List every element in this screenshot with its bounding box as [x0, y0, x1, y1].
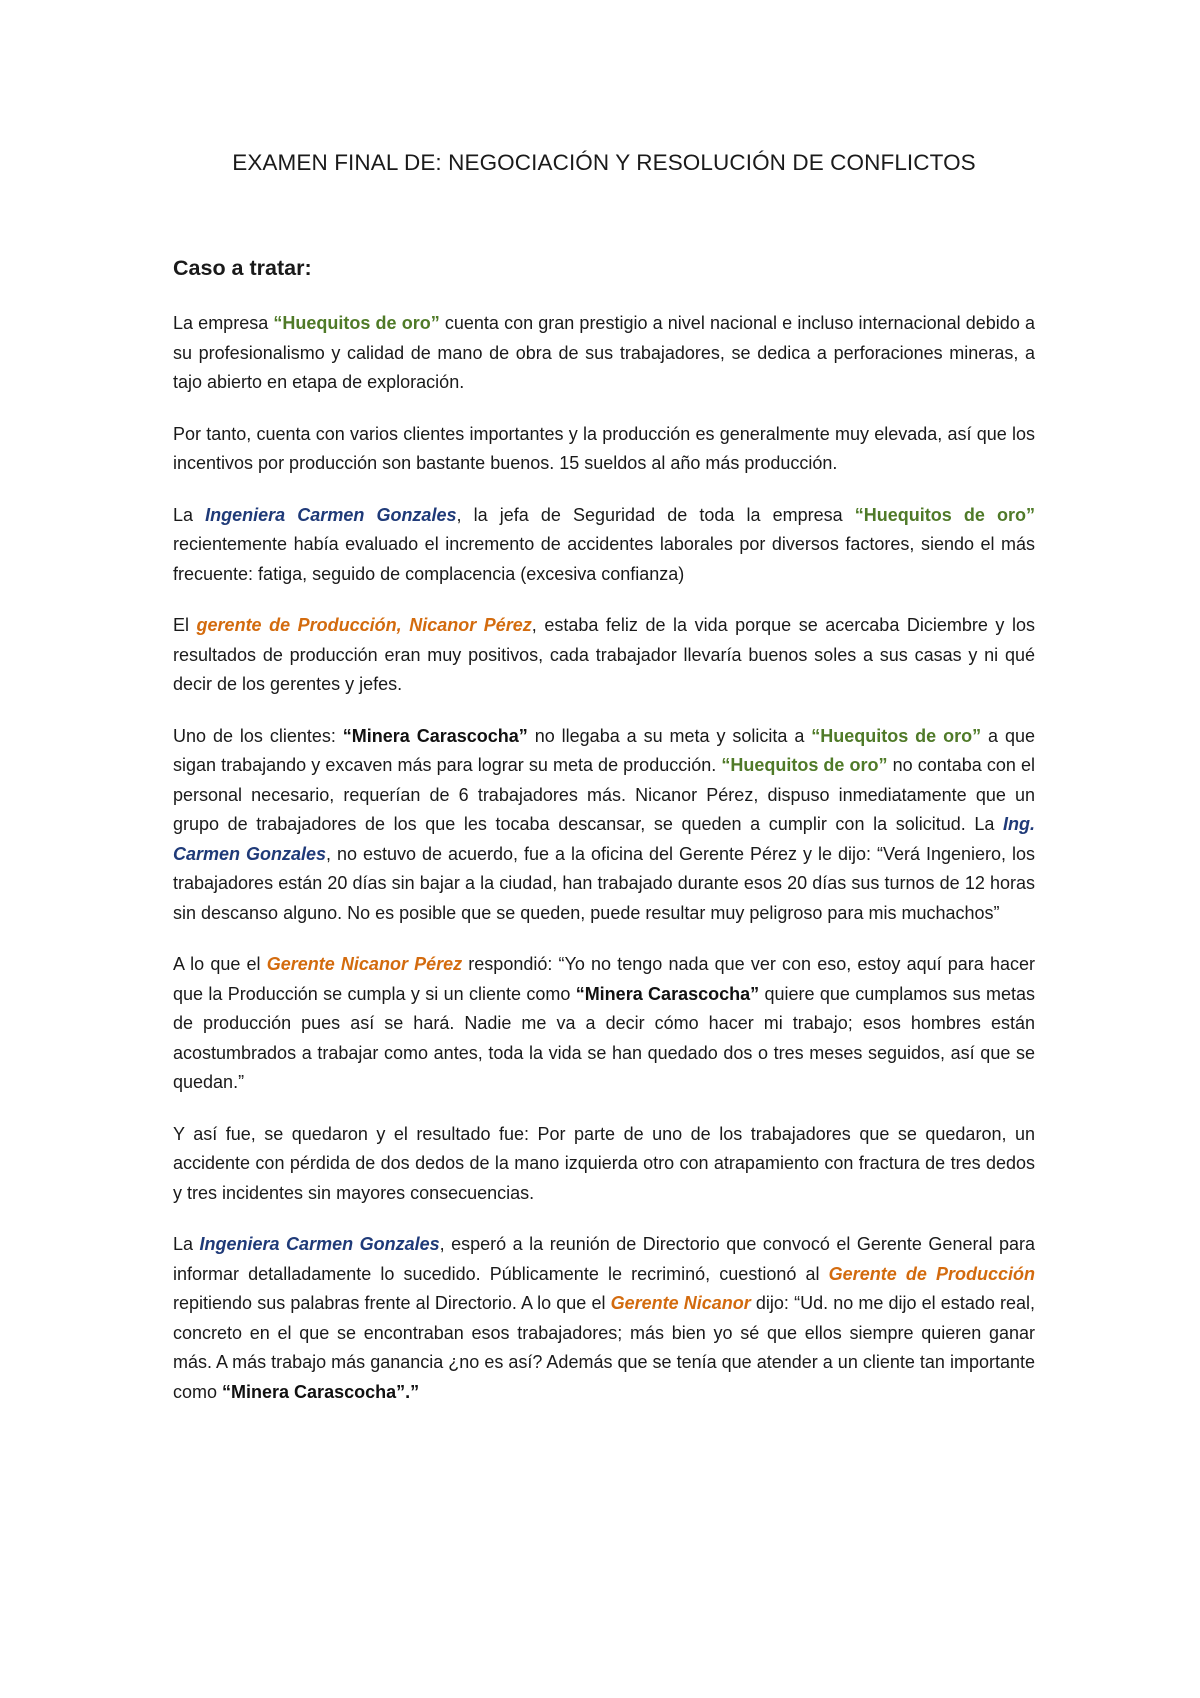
- text-run: repitiendo sus palabras frente al Directorio. A lo que el: [173, 1293, 611, 1313]
- client-name: “Minera Carascocha”: [575, 983, 760, 1004]
- manager-name: Gerente Nicanor Pérez: [266, 954, 463, 974]
- text-run: Por tanto, cuenta con varios clientes importantes y la producción es generalmente muy elevada, así que los incentivos por producción son bastante buenos. 15 sueldos al año más producción.: [173, 423, 1035, 473]
- text-run: a que sigan trabajando y excaven más para lograr su meta de producción.: [173, 725, 1036, 775]
- text-run: quiere que cumplamos sus metas de producción pues así se hará. Nadie me va a decir cómo hacer mi trabajo; esos hombres están acostumbrados a trabajar como antes, toda la vida se han quedado dos o tres meses seguidos, así que se quedan.”: [173, 983, 1035, 1092]
- paragraph: [173, 309, 1035, 398]
- client-name: “Minera Carascocha”.”: [222, 1381, 420, 1402]
- text-run: La empresa: [173, 313, 274, 333]
- text-run: respondió: “Yo no tengo nada que ver con eso, estoy aquí para hacer que la Producción se cumpla y si un cliente como: [173, 954, 1035, 1004]
- text-run: cuenta con gran prestigio a nivel nacional e incluso internacional debido a su profesionalismo y calidad de mano de obra de sus trabajadores, se dedica a perforaciones mineras, a tajo abierto en etapa de exploración.: [173, 313, 1035, 392]
- manager-name: gerente de Producción, Nicanor Pérez: [196, 615, 532, 635]
- text-run: , la jefa de Seguridad de toda la empresa: [456, 504, 855, 525]
- text-run: recientemente había evaluado el incremento de accidentes laborales por diversos factores, siendo el más frecuente: fatiga, seguido de complacencia (excesiva confianza): [173, 534, 1035, 584]
- text-run: La: [173, 504, 206, 525]
- manager-name: Gerente Nicanor: [610, 1293, 751, 1313]
- document-title: EXAMEN FINAL DE: NEGOCIACIÓN Y RESOLUCIÓN DE CONFLICTOS: [232, 150, 976, 175]
- case-text: [173, 309, 1035, 1407]
- engineer-name: Ingeniera Carmen Gonzales: [205, 504, 457, 525]
- engineer-name: Ingeniera Carmen Gonzales: [199, 1234, 440, 1254]
- text-run: no contaba con el personal necesario, requerían de 6 trabajadores más. Nicanor Pérez, dispuso inmediatamente que un grupo de trabajadores de los que les tocaba descansar, se queden a cumplir con la solicitud. La: [173, 755, 1035, 834]
- text-run: , no estuvo de acuerdo, fue a la oficina del Gerente Pérez y le dijo: “Verá Ingeniero, los trabajadores están 20 días sin bajar a la ciudad, han trabajado durante esos 20 días sus turnos de 12 horas sin descanso alguno. No es posible que se queden, puede resultar muy peligroso para mis muchachos”: [173, 843, 1035, 923]
- company-name: “Huequitos de oro”: [811, 725, 982, 746]
- manager-name: Gerente de Producción: [828, 1263, 1036, 1284]
- text-run: Y así fue, se quedaron y el resultado fue: Por parte de uno de los trabajadores que se quedaron, un accidente con pérdida de dos dedos de la mano izquierda otro con atrapamiento con fractura de tres dedos y tres incidentes sin mayores consecuencias.: [173, 1123, 1035, 1203]
- paragraph: [173, 722, 1035, 929]
- client-name: “Minera Carascocha”: [342, 725, 528, 746]
- company-name: “Huequitos de oro”: [273, 313, 440, 333]
- text-run: dijo: “Ud. no me dijo el estado real, concreto en el que se encontraban esos trabajadores; más bien yo sé que ellos siempre quieren ganar más. A más trabajo más ganancia ¿no es así? Además que se tenía que atender a un cliente tan importante como: [173, 1293, 1035, 1402]
- paragraph: [173, 420, 1035, 479]
- paragraph: [173, 1230, 1035, 1407]
- engineer-name: Ing. Carmen Gonzales: [173, 814, 1035, 864]
- text-run: A lo que el: [173, 954, 267, 974]
- paragraph: [173, 1120, 1035, 1209]
- text-run: La: [173, 1234, 200, 1254]
- text-run: El: [173, 615, 197, 635]
- text-run: no llegaba a su meta y solicita a: [527, 725, 812, 746]
- paragraph: [173, 611, 1035, 700]
- text-run: Uno de los clientes:: [173, 725, 343, 746]
- company-name: “Huequitos de oro”: [854, 504, 1036, 525]
- paragraph: [173, 950, 1035, 1098]
- text-run: , esperó a la reunión de Directorio que convocó el Gerente General para informar detalladamente lo sucedido. Públicamente le recriminó, cuestionó al: [173, 1234, 1035, 1284]
- paragraph: [173, 501, 1035, 590]
- company-name: “Huequitos de oro”: [721, 755, 888, 775]
- section-heading: Caso a tratar:: [173, 256, 312, 280]
- text-run: , estaba feliz de la vida porque se acercaba Diciembre y los resultados de producción eran muy positivos, cada trabajador llevaría buenos soles a sus casas y ni qué decir de los gerentes y jefes.: [173, 615, 1035, 694]
